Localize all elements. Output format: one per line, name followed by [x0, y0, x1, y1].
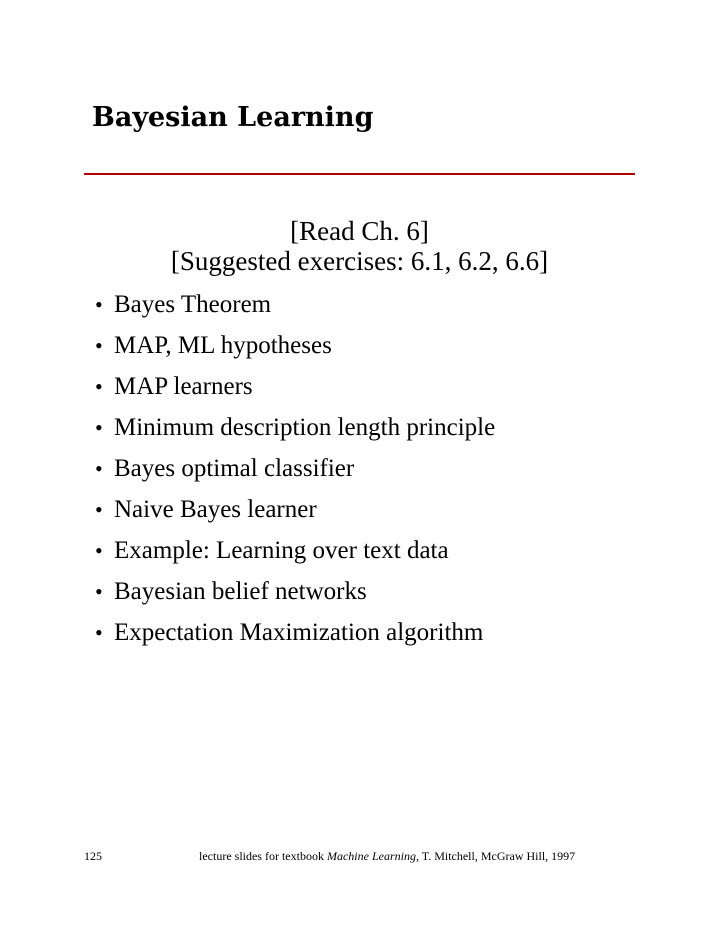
list-item — [95, 288, 495, 329]
bullet-icon: • — [95, 292, 103, 317]
list-item — [95, 329, 495, 370]
list-item-text: Minimum description length principle — [114, 414, 496, 441]
bullet-icon: • — [95, 620, 103, 645]
bullet-icon: • — [95, 333, 103, 358]
suggested-exercises: [Suggested exercises: 6.1, 6.2, 6.6] — [170, 246, 549, 276]
credit-prefix: lecture slides for textbook — [199, 849, 327, 863]
bullet-icon: • — [95, 497, 103, 522]
page-number: 125 — [84, 849, 102, 863]
bullet-icon: • — [95, 374, 103, 399]
bullet-icon: • — [95, 415, 103, 440]
list-item — [95, 575, 495, 616]
list-item-text: Expectation Maximization algorithm — [114, 619, 484, 646]
list-item — [95, 493, 495, 534]
list-item-text: Bayes Theorem — [114, 291, 272, 318]
list-item-text: Bayesian belief networks — [114, 578, 367, 605]
slide-title: Bayesian Learning — [92, 102, 374, 133]
title-divider — [84, 173, 635, 175]
list-item-text: Bayes optimal classifier — [114, 455, 355, 482]
list-item-text: Naive Bayes learner — [114, 496, 317, 523]
list-item — [95, 452, 495, 493]
list-item-text: Example: Learning over text data — [114, 537, 449, 564]
bullet-icon: • — [95, 538, 103, 563]
bullet-icon: • — [95, 579, 103, 604]
footer-credit — [199, 848, 575, 864]
credit-suffix: T. Mitchell, McGraw Hill, 1997 — [418, 849, 576, 863]
reading-chapter: [Read Ch. 6] — [290, 216, 429, 246]
list-item — [95, 411, 495, 452]
list-item-text: MAP learners — [114, 373, 253, 400]
reading-assignment — [84, 216, 635, 276]
credit-book-title: Machine Learning, — [326, 849, 419, 863]
list-item-text: MAP, ML hypotheses — [114, 332, 332, 359]
list-item — [95, 534, 495, 575]
list-item — [95, 370, 495, 411]
topic-list — [95, 288, 495, 657]
list-item — [95, 616, 495, 657]
bullet-icon: • — [95, 456, 103, 481]
